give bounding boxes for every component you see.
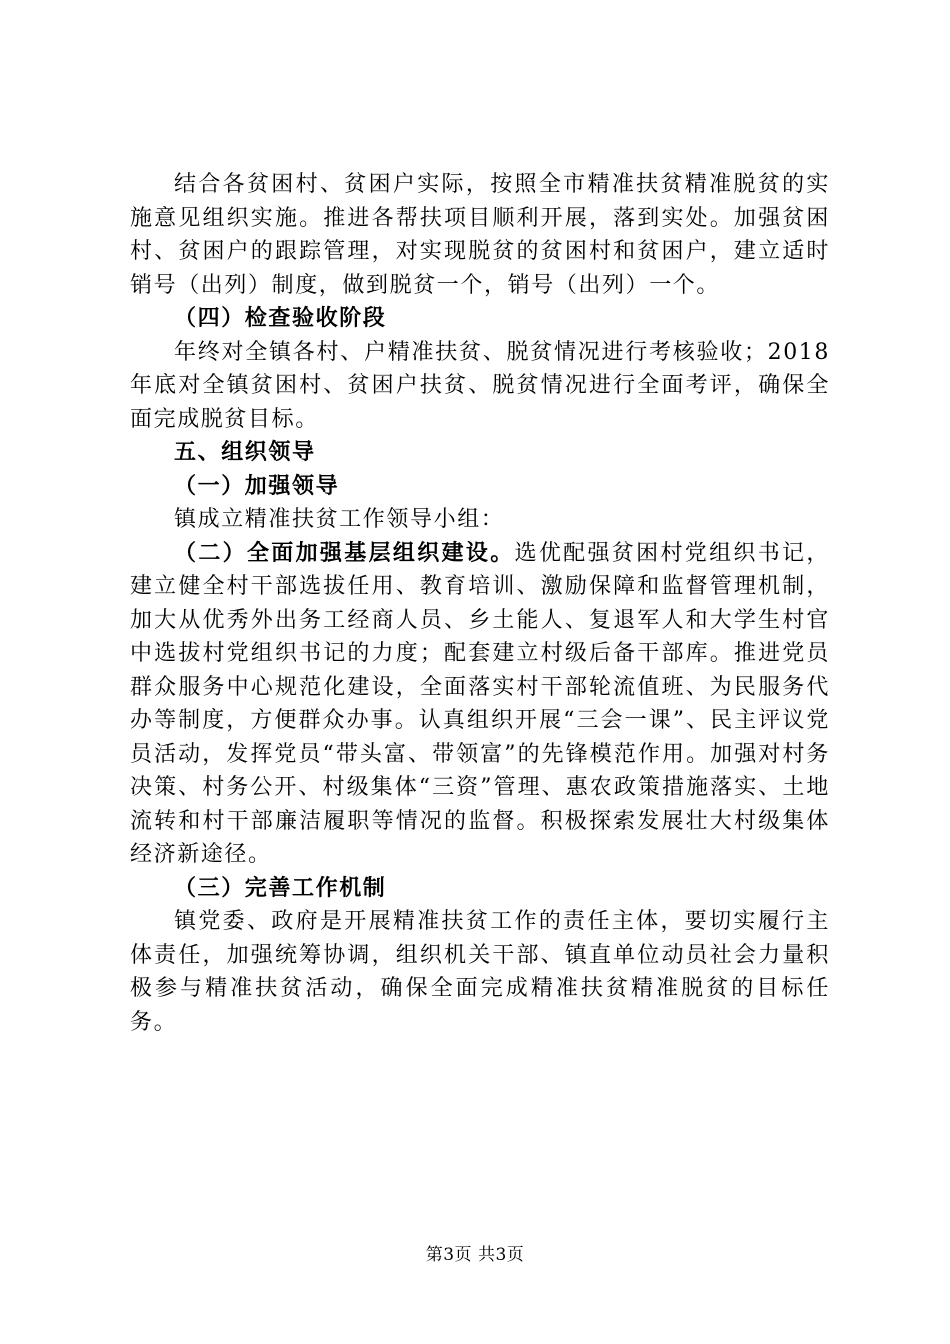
lead-grassroots-organization: （二）全面加强基层组织建设。 [174,540,515,566]
heading-organization-leadership: 五、组织领导 [174,440,316,465]
heading-strengthen-leadership: （一）加强领导 [174,473,340,499]
paragraph-grassroots-body: 选优配强贫困村党组织书记，建立健全村干部选拔任用、教育培训、激励保障和监督管理机制，加大从优秀外出务工经商人员、乡土能人、复退军人和大学生村官中选拔村党组织书记的力度；配套建立村级后备干部库。推进党员群众服务中心规范化建设，全面落实村干部轮流值班、为民服务代办等制度，方便群众办事。认真组织开展“三会一课”、民主评议党员活动，发挥党员“带头富、带领富”的先锋模范作用。加强对村务决策、村务公开、村级集体“三资”管理、惠农政策措施落实、土地流转和村干部廉洁履职等情况的监督。积极探索发展壮大村级集体经济新途径。 [130,540,830,867]
heading-work-mechanism: （三）完善工作机制 [174,875,387,901]
page-number-footer: 第3页 共3页 [425,1245,525,1265]
heading-inspection-stage: （四）检查验收阶段 [174,306,387,331]
paragraph-inspection: 年终对全镇各村、户精准扶贫、脱贫情况进行考核验收；2018年底对全镇贫困村、贫困户扶贫、脱贫情况进行全面考评，确保全面完成脱贫目标。 [130,339,830,432]
paragraph-implementation: 结合各贫困村、贫困户实际，按照全市精准扶贫精准脱贫的实施意见组织实施。推进各帮扶项目顺利开展，落到实处。加强贫困村、贫困户的跟踪管理，对实现脱贫的贫困村和贫困户，建立适时销号（出列）制度，做到脱贫一个，销号（出列）一个。 [130,172,830,298]
paragraph-grassroots [130,537,830,872]
paragraph-responsibility: 镇党委、政府是开展精准扶贫工作的责任主体，要切实履行主体责任，加强统筹协调，组织机关干部、镇直单位动员社会力量积极参与精准扶贫活动，确保全面完成精准扶贫精准脱贫的目标任务。 [130,909,830,1035]
document-body [130,168,830,1039]
paragraph-leading-group: 镇成立精准扶贫工作领导小组： [174,507,505,532]
